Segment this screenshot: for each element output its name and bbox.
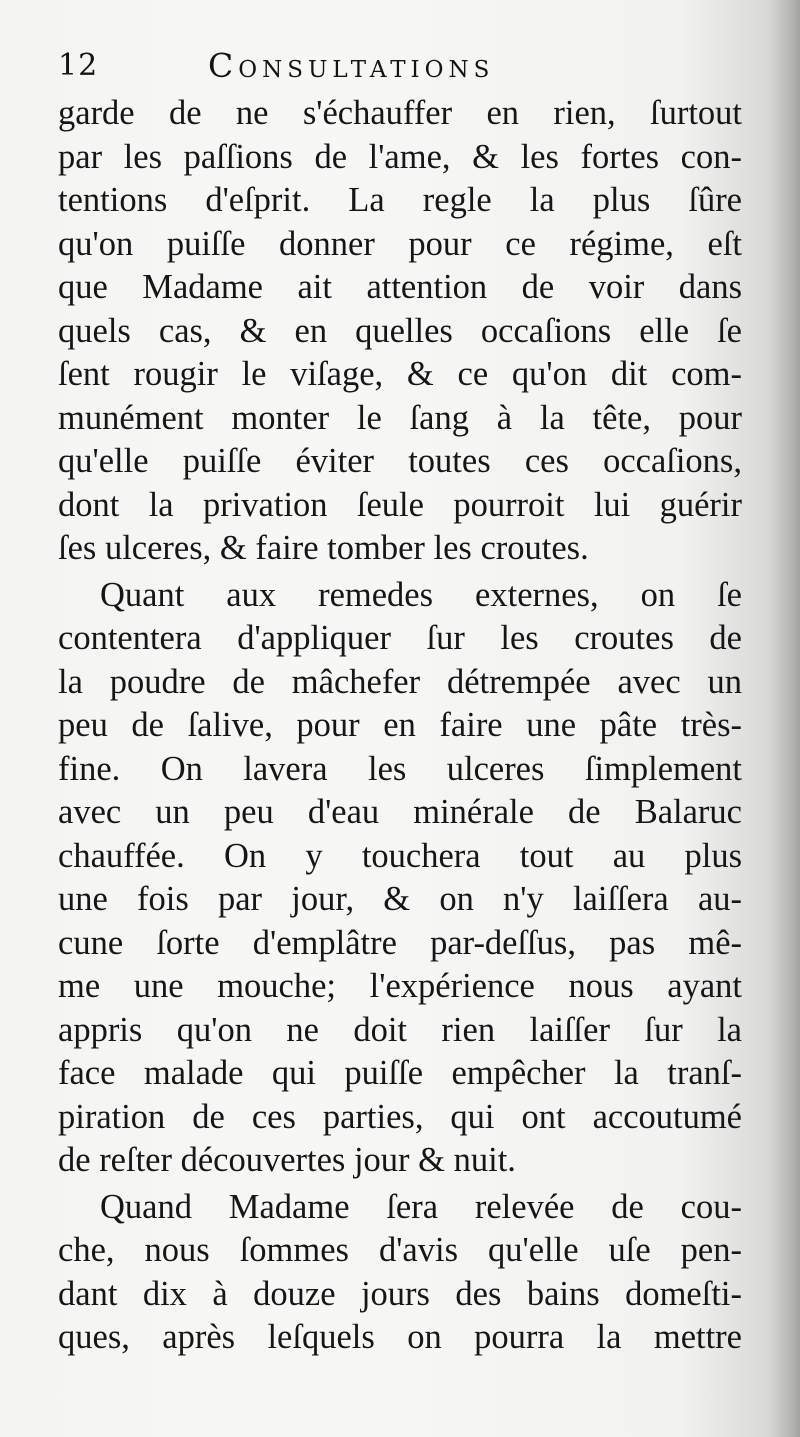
- text-line: peu de ſalive, pour en faire une pâte très-: [58, 706, 742, 744]
- text-line: dant dix à douze jours des bains domeſti-: [58, 1274, 742, 1313]
- text-line: face malade qui puiſſe empêcher la tranſ-: [58, 1054, 742, 1092]
- text-line: Quand Madame ſera relevée de cou-: [100, 1187, 742, 1226]
- text-line: de reſter découvertes jour & nuit.: [58, 1141, 516, 1179]
- text-line: contentera d'appliquer ſur les croutes de: [58, 619, 742, 657]
- text-line: che, nous ſommes d'avis qu'elle uſe pen-: [58, 1231, 742, 1269]
- page-number: 12: [58, 48, 99, 83]
- text-line: garde de ne s'échauffer en rien, ſurtout: [58, 94, 742, 132]
- text-line: la poudre de mâchefer détrempée avec un: [58, 662, 742, 701]
- text-line: que Madame ait attention de voir dans: [58, 268, 742, 306]
- text-line: ques, après leſquels on pourra la mettre: [58, 1318, 742, 1356]
- text-line: tentions d'eſprit. La regle la plus ſûre: [58, 181, 742, 219]
- text-line: chauffée. On y touchera tout au plus: [58, 836, 742, 875]
- text-line: dont la privation ſeule pourroit lui guérir: [58, 485, 742, 524]
- text-line: piration de ces parties, qui ont accoutumé: [58, 1097, 742, 1136]
- text-line: qu'on puiſſe donner pour ce régime, eſt: [58, 224, 742, 263]
- text-line: qu'elle puiſſe éviter toutes ces occaſions,: [58, 442, 742, 480]
- text-line: me une mouche; l'expérience nous ayant: [58, 967, 742, 1005]
- text-line: fine. On lavera les ulceres ſimplement: [58, 749, 742, 788]
- text-line: une fois par jour, & on n'y laiſſera au-: [58, 880, 742, 918]
- page-header: [58, 42, 748, 92]
- text-line: cune ſorte d'emplâtre par-deſſus, pas mê-: [58, 923, 742, 962]
- text-line: ſes ulceres, & faire tomber les croutes.: [58, 529, 589, 567]
- page-edge-shadow: [766, 0, 800, 1437]
- text-line: quels cas, & en quelles occaſions elle ſe: [58, 311, 742, 350]
- text-line: appris qu'on ne doit rien laiſſer ſur la: [58, 1010, 742, 1049]
- running-head: Consultations: [208, 46, 495, 85]
- text-line: avec un peu d'eau minérale de Balaruc: [58, 793, 742, 831]
- text-line: munément monter le ſang à la tête, pour: [58, 398, 742, 437]
- text-line: par les paſſions de l'ame, & les fortes con-: [58, 137, 742, 176]
- text-line: ſent rougir le viſage, & ce qu'on dit com-: [58, 355, 742, 393]
- text-line: Quant aux remedes externes, on ſe: [100, 575, 742, 614]
- body-text: [58, 92, 742, 1360]
